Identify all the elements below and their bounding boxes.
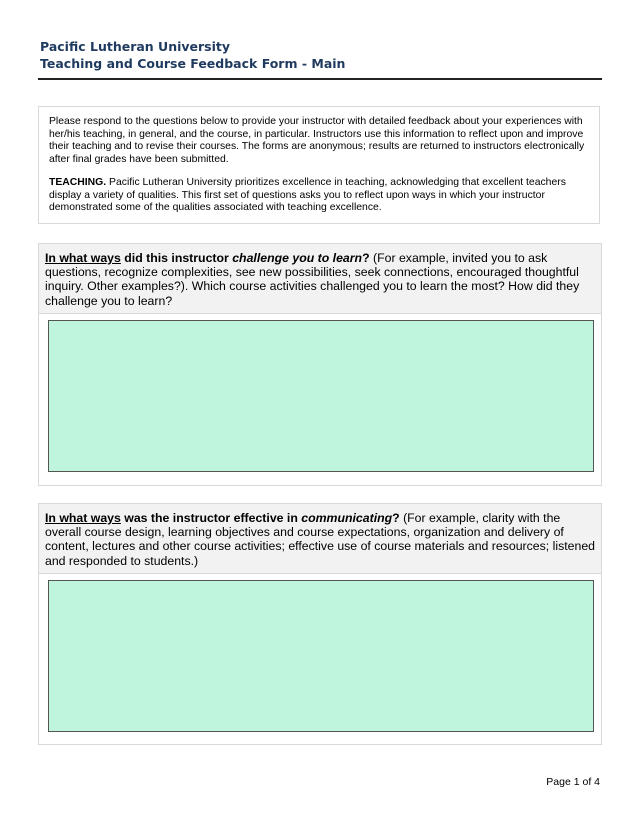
question-2-emphasis: communicating xyxy=(301,511,393,525)
question-1-emphasis: challenge you to learn xyxy=(232,251,363,265)
question-1-prompt xyxy=(39,244,601,314)
question-1-qmark: ? xyxy=(362,251,370,265)
question-2-box xyxy=(38,503,602,745)
teaching-label: TEACHING. xyxy=(49,177,107,188)
question-2-answer-field[interactable] xyxy=(48,580,594,732)
intro-paragraph: Please respond to the questions below to provide your instructor with detailed feedback about your experiences with her/his teaching, in general, and the course, in particular. Instructors use this information to reflect upon and improve their teaching and to revise their courses. The forms are anonymous; results are returned to instructors electronically after final grades have been submitted. xyxy=(49,116,585,165)
question-1-box xyxy=(38,243,602,486)
question-1-bold: did this instructor xyxy=(120,251,233,265)
teaching-text: Pacific Lutheran University prioritizes excellence in teaching, acknowledging that excellent teachers display a variety of qualities. This first set of questions asks you to reflect upon ways in which your instructor demonstrated some of the qualities associated with teaching excellence. xyxy=(49,177,566,213)
intro-box xyxy=(38,106,600,224)
question-2-qmark: ? xyxy=(392,511,400,525)
header-divider xyxy=(38,78,602,80)
university-name: Pacific Lutheran University xyxy=(40,39,231,54)
question-1-answer-field[interactable] xyxy=(48,320,594,472)
question-1-rest: (For example, invited you to ask questions, recognize complexities, see new possibilities, seek connections, encouraged thoughtful inquiry. Other examples?). Which course activities challenged you to learn the most? How did they challenge you to learn? xyxy=(45,251,580,308)
question-2-prompt xyxy=(39,504,601,574)
form-title: Teaching and Course Feedback Form - Main xyxy=(40,56,346,71)
question-1-lead: In what ways xyxy=(45,251,121,265)
question-2-lead: In what ways xyxy=(45,511,121,525)
question-2-rest: (For example, clarity with the overall course design, learning objectives and course expectations, organization and delivery of content, lectures and other course activities; effective use of course materials and resources; listened and responded to students.) xyxy=(45,511,596,568)
question-2-bold: was the instructor effective in xyxy=(120,511,302,525)
teaching-paragraph xyxy=(49,177,589,215)
form-header xyxy=(40,38,345,72)
page-number: Page 1 of 4 xyxy=(546,776,600,788)
